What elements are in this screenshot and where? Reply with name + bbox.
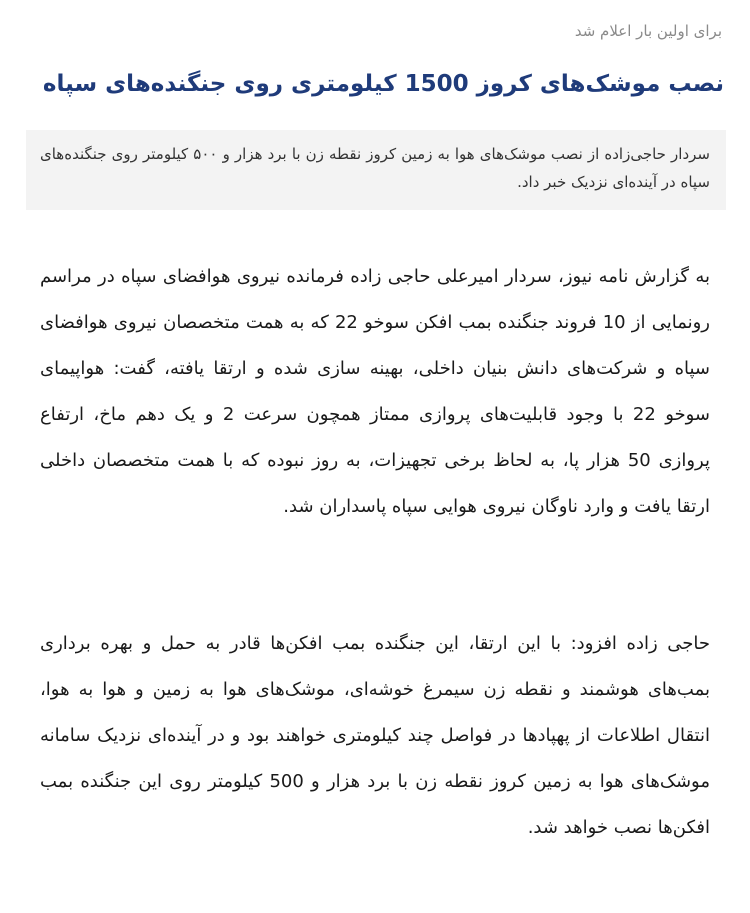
article-kicker: برای اولین بار اعلام شد — [574, 22, 722, 40]
article-lead-box — [26, 130, 726, 210]
article-paragraph: به گزارش نامه نیوز، سردار امیرعلی حاجی زاده فرمانده نیروی هوافضای سپاه در مراسم رونمایی از 10 فروند جنگنده بمب افکن سوخو 22 که به همت متخصصان نیروی هوافضای سپاه و شرکت‌های دانش بنیان داخلی، بهینه سازی شده و ارتقا یافته، گفت: هواپیمای سوخو 22 با وجود قابلیت‌های پروازی ممتاز همچون سرعت 2 و یک دهم ماخ، ارتفاع پروازی 50 هزار پا، به لحاظ برخی تجهیزات، به روز نبوده که با همت متخصصان داخلی ارتقا یافت و وارد ناوگان نیروی هوایی سپاه پاسداران شد. — [40, 266, 711, 517]
article-paragraph: حاجی زاده افزود: با این ارتقا، این جنگنده بمب افکن‌ها قادر به حمل و بهره برداری بمب‌های هوشمند و نقطه زن سیمرغ خوشه‌ای، موشک‌های هوا به زمین و هوا به هوا، انتقال اطلاعات از پهپادها در فواصل چند کیلومتری خواهند بود و در آینده‌ای نزدیک سامانه موشک‌های هوا به زمین کروز نقطه زن با برد هزار و 500 کیلومتر روی این جنگنده بمب افکن‌ها نصب خواهد شد. — [40, 633, 710, 838]
article-headline[interactable]: نصب موشک‌های کروز 1500 کیلومتری روی جنگنده‌های سپاه — [42, 71, 724, 97]
article-lead-text: سردار حاجی‌زاده از نصب موشک‌های هوا به زمین کروز نقطه زن با برد هزار و ۵۰۰ کیلومتر روی جنگنده‌های سپاه در آینده‌ای نزدیک خبر داد. — [40, 145, 710, 191]
